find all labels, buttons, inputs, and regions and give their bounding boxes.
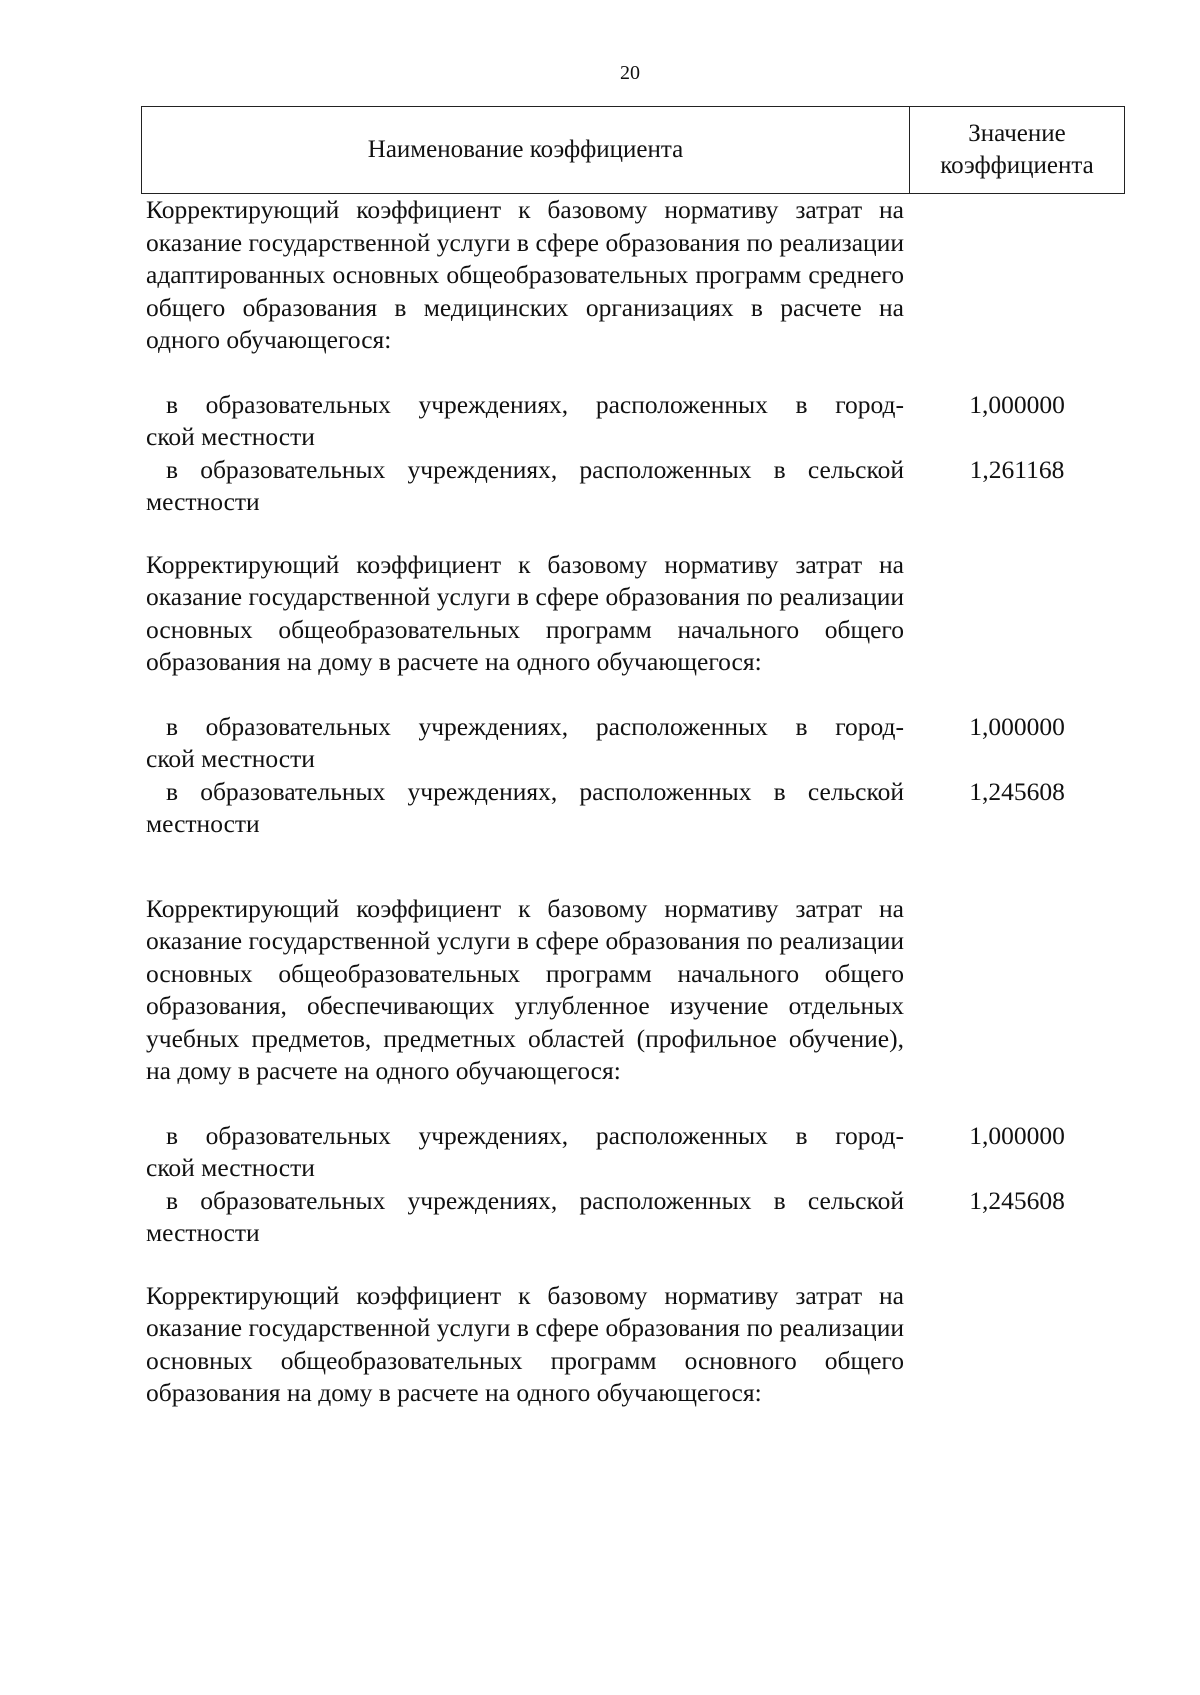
row-label-line2: ской местности — [146, 1153, 315, 1182]
table-row — [146, 711, 1130, 776]
row-label-line2: ской местности — [146, 422, 315, 451]
row-label-line2: ской местности — [146, 744, 315, 773]
row-label-line1: в образовательных учреждениях, расположенных в сельской — [166, 776, 904, 806]
row-value: 1,000000 — [969, 389, 1065, 419]
column-header-value — [910, 107, 1124, 193]
row-label-line2: местности — [146, 809, 260, 838]
row-value: 1,261168 — [969, 454, 1065, 484]
row-label-line1: в образовательных учреждениях, расположенных в город- — [166, 711, 904, 741]
table-row — [146, 389, 1130, 454]
row-label-line1: в образовательных учреждениях, расположенных в сельской — [166, 1185, 904, 1215]
row-label-line2: местности — [146, 487, 260, 516]
table-header — [141, 106, 1125, 194]
row-label-line2: местности — [146, 1218, 260, 1247]
section-title: Корректирующий коэффициент к базовому нормативу затрат на оказание государственной услуги в сфере образования по реализации основных общеобразовательных программ начального общего образования на дому в расчете на одного обучающегося: — [146, 549, 904, 676]
section-title: Корректирующий коэффициент к базовому нормативу затрат на оказание государственной услуги в сфере образования по реализации адаптированных основных общеобразовательных программ среднего общего образования в медицинских организациях в расчете на одного обучающегося: — [146, 195, 904, 354]
row-value: 1,245608 — [969, 1185, 1065, 1215]
row-value: 1,245608 — [969, 776, 1065, 806]
document-body — [146, 194, 1130, 1410]
section-title: Корректирующий коэффициент к базовому нормативу затрат на оказание государственной услуги в сфере образования по реализации основных общеобразовательных программ начального общего образования, обеспечивающих углубленное изучение отдельных учебных предметов, предметных областей (профильное обучение), на дому в расчете на одного обучающегося: — [146, 893, 904, 1085]
table-row — [146, 1185, 1130, 1250]
table-row — [146, 776, 1130, 841]
column-header-value-line1: Значение — [968, 120, 1066, 147]
section-title: Корректирующий коэффициент к базовому нормативу затрат на оказание государственной услуги в сфере образования по реализации основных общеобразовательных программ основного общего образования на дому в расчете на одного обучающегося: — [146, 1280, 904, 1407]
table-row — [146, 1120, 1130, 1185]
column-header-value-line2: коэффициента — [940, 152, 1094, 179]
row-value: 1,000000 — [969, 711, 1065, 741]
row-label-line1: в образовательных учреждениях, расположенных в сельской — [166, 454, 904, 484]
row-value: 1,000000 — [969, 1120, 1065, 1150]
row-label-line1: в образовательных учреждениях, расположенных в город- — [166, 389, 904, 419]
page-number: 20 — [620, 62, 640, 84]
row-label-line1: в образовательных учреждениях, расположенных в город- — [166, 1120, 904, 1150]
table-row — [146, 454, 1130, 519]
column-header-name: Наименование коэффициента — [142, 107, 910, 193]
